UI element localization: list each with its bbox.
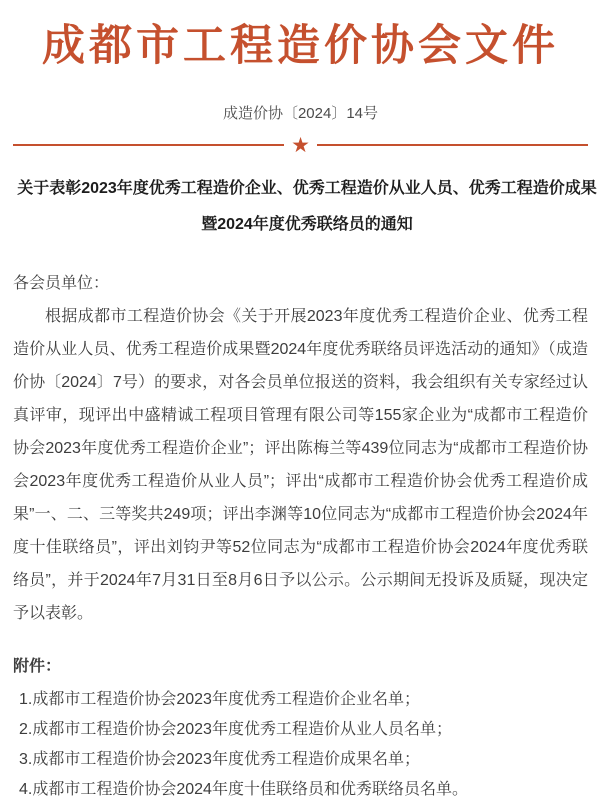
attachments-label: 附件： bbox=[13, 658, 62, 675]
document-page bbox=[0, 20, 601, 798]
attachments-list bbox=[13, 685, 588, 805]
salutation: 各会员单位： bbox=[13, 275, 110, 292]
divider-line-left bbox=[13, 144, 284, 146]
letterhead-divider bbox=[13, 133, 588, 157]
divider-line-right bbox=[317, 144, 588, 146]
star-icon: ★ bbox=[291, 133, 310, 157]
attachment-item: 2.成都市工程造价协会2023年度优秀工程造价从业人员名单； bbox=[19, 721, 452, 738]
letterhead-org-title: 成都市工程造价协会文件 bbox=[42, 23, 559, 70]
notice-body-paragraph: 根据成都市工程造价协会《关于开展2023年度优秀工程造价企业、优秀工程造价从业人员、优秀工程造价成果暨2024年度优秀联络员评选活动的通知》（成造价协〔2024〕7号）的要求，对各会员单位报送的资料，我会组织有关专家经过认真评审，现评出中盛精诚工程项目管理有限公司等155家企业为“成都市工程造价协会2023年度优秀工程造价企业”；评出陈梅兰等439位同志为“成都市工程造价协会2023年度优秀工程造价从业人员”；评出“成都市工程造价协会优秀工程造价成果”一、二、三等奖共249项；评出李渊等10位同志为“成都市工程造价协会2024年度十佳联络员”，评出刘钧尹等52位同志为“成都市工程造价协会2024年度优秀联络员”，并于2024年7月31日至8月6日予以公示。公示期间无投诉及质疑，现决定予以表彰。 bbox=[13, 308, 588, 622]
attachment-item: 1.成都市工程造价协会2023年度优秀工程造价企业名单； bbox=[19, 691, 420, 708]
attachment-item: 3.成都市工程造价协会2023年度优秀工程造价成果名单； bbox=[19, 751, 420, 768]
document-number: 成造价协〔2024〕14号 bbox=[222, 105, 379, 122]
attachment-item: 4.成都市工程造价协会2024年度十佳联络员和优秀联络员名单。 bbox=[19, 781, 468, 798]
notice-title: 关于表彰2023年度优秀工程造价企业、优秀工程造价从业人员、优秀工程造价成果暨2024年度优秀联络员的通知 bbox=[17, 180, 597, 233]
